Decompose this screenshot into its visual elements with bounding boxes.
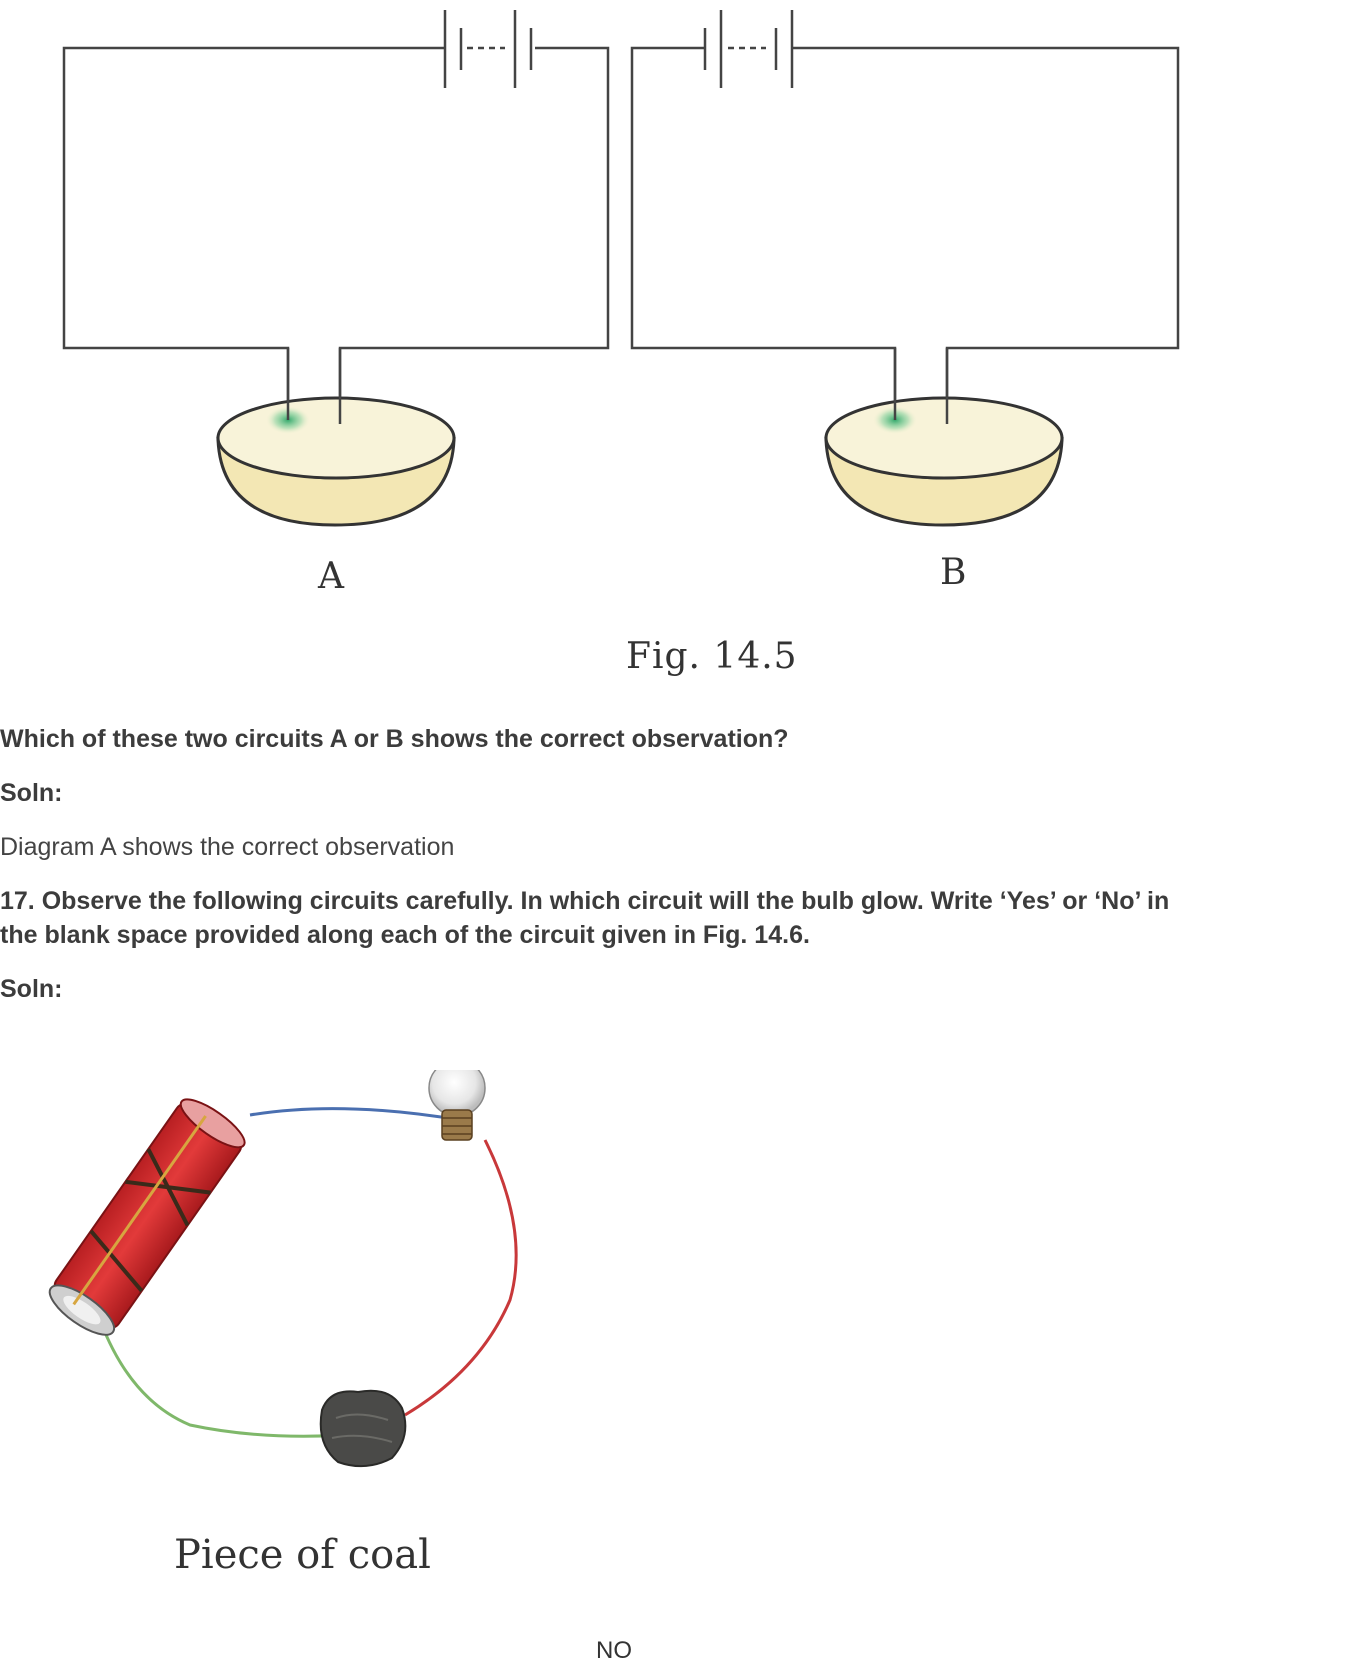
wire-green bbox=[100, 1320, 345, 1436]
question-17-soln-label: Soln: bbox=[0, 975, 63, 1003]
wire-blue bbox=[250, 1109, 460, 1120]
figure-caption-14-5: Fig. 14.5 bbox=[626, 636, 798, 677]
circuit-a-label: A bbox=[318, 556, 344, 597]
coal-piece bbox=[321, 1391, 406, 1466]
coal-circuit-answer: NO bbox=[596, 1637, 632, 1664]
wire-red bbox=[405, 1140, 516, 1415]
question-16-soln-label: Soln: bbox=[0, 779, 63, 807]
question-16-answer: Diagram A shows the correct observation bbox=[0, 833, 455, 861]
beaker-a bbox=[218, 348, 454, 525]
circuit-diagram-fig-14-5 bbox=[0, 0, 1370, 560]
circuit-a bbox=[64, 10, 608, 420]
question-16-text: Which of these two circuits A or B shows the correct observation? bbox=[0, 725, 789, 753]
circuit-b-label: B bbox=[940, 552, 967, 593]
electric-cell bbox=[43, 1092, 251, 1344]
question-17-text-line1: 17. Observe the following circuits carefully. In which circuit will the bulb glow. Write ‘Yes’ or ‘No’ in bbox=[0, 887, 1170, 915]
bulb-icon bbox=[429, 1070, 485, 1140]
coal-caption: Piece of coal bbox=[174, 1532, 431, 1578]
beaker-b bbox=[826, 348, 1062, 525]
circuit-illustration-coal bbox=[40, 1070, 560, 1510]
question-17-text-line2: the blank space provided along each of the circuit given in Fig. 14.6. bbox=[0, 921, 810, 949]
circuit-b bbox=[632, 10, 1178, 420]
